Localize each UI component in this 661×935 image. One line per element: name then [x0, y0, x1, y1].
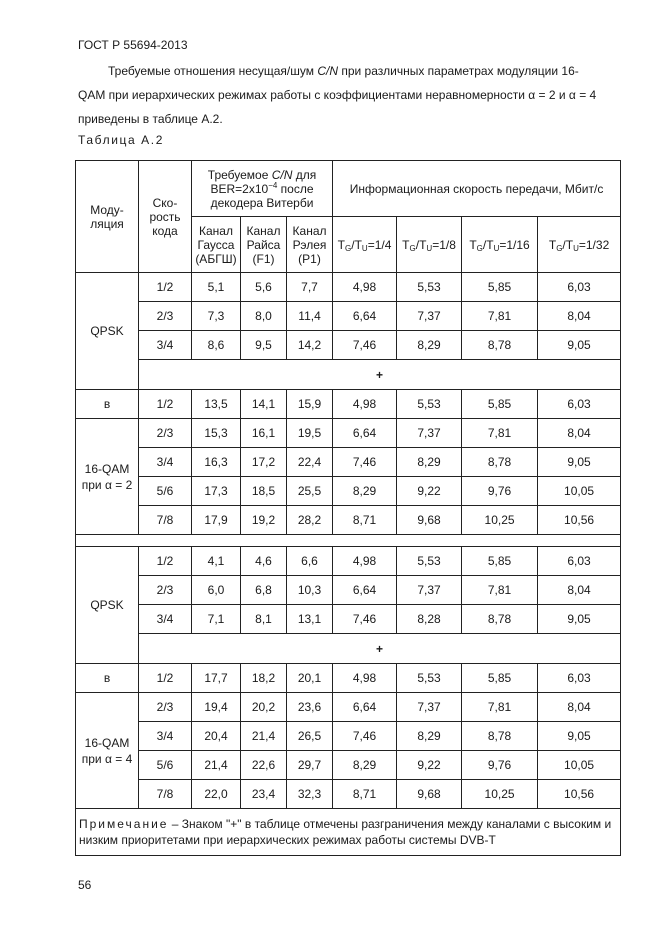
value-cell: 9,22 [397, 477, 462, 506]
header-ratio-1-32: $T_G/T_U=1/32$ [538, 217, 621, 273]
value-cell: 16,3 [192, 448, 241, 477]
header-ratio-1-8: $T_G/T_U=1/8$ [397, 217, 462, 273]
header-ratio-1-4: $T_G/T_U=1/4$ [333, 217, 397, 273]
value-cell: 10,56 [538, 506, 621, 535]
value-cell: 20,4 [192, 722, 241, 751]
table-row [76, 302, 621, 331]
value-cell: 4,98 [333, 547, 397, 576]
header-info-rate: Информационная скорость передачи, Мбит/с [333, 161, 621, 217]
code-rate-cell: 5/6 [139, 751, 192, 780]
value-cell: 7,37 [397, 419, 462, 448]
header-channel-rice: Канал Райса (F1) [241, 217, 287, 273]
value-cell: 18,2 [241, 664, 287, 693]
value-cell: 21,4 [192, 751, 241, 780]
value-cell: 5,53 [397, 390, 462, 419]
value-cell: 8,28 [397, 605, 462, 634]
value-cell: 5,53 [397, 273, 462, 302]
value-cell: 8,29 [333, 477, 397, 506]
plus-marker: + [139, 360, 621, 390]
value-cell: 6,0 [192, 576, 241, 605]
value-cell: 9,05 [538, 605, 621, 634]
plus-marker: + [139, 634, 621, 664]
value-cell: 8,29 [397, 722, 462, 751]
value-cell: 8,1 [241, 605, 287, 634]
value-cell: 9,22 [397, 751, 462, 780]
table-row [76, 273, 621, 302]
value-cell: 16,1 [241, 419, 287, 448]
value-cell: 23,6 [287, 693, 333, 722]
code-rate-cell: 3/4 [139, 605, 192, 634]
value-cell: 19,2 [241, 506, 287, 535]
code-rate-cell: 3/4 [139, 448, 192, 477]
value-cell: 9,05 [538, 331, 621, 360]
value-cell: 6,64 [333, 693, 397, 722]
value-cell: 6,03 [538, 664, 621, 693]
value-cell: 32,3 [287, 780, 333, 809]
value-cell: 8,71 [333, 506, 397, 535]
value-cell: 11,4 [287, 302, 333, 331]
table-row [76, 576, 621, 605]
value-cell: 9,5 [241, 331, 287, 360]
value-cell: 8,78 [462, 605, 538, 634]
value-cell: 9,05 [538, 722, 621, 751]
value-cell: 10,25 [462, 780, 538, 809]
code-rate-cell: 1/2 [139, 390, 192, 419]
value-cell: 17,7 [192, 664, 241, 693]
value-cell: 26,5 [287, 722, 333, 751]
block-separator [76, 535, 621, 547]
value-cell: 10,05 [538, 477, 621, 506]
code-rate-cell: 3/4 [139, 722, 192, 751]
value-cell: 7,46 [333, 331, 397, 360]
value-cell: 5,85 [462, 664, 538, 693]
value-cell: 19,5 [287, 419, 333, 448]
value-cell: 9,05 [538, 448, 621, 477]
code-rate-cell: 2/3 [139, 419, 192, 448]
value-cell: 8,78 [462, 448, 538, 477]
header-code-rate: Ско-рость кода [139, 161, 192, 273]
header-ratio-1-16: $T_G/T_U=1/16$ [462, 217, 538, 273]
value-cell: 5,1 [192, 273, 241, 302]
code-rate-cell: 3/4 [139, 331, 192, 360]
table-row [76, 751, 621, 780]
value-cell: 21,4 [241, 722, 287, 751]
value-cell: 7,46 [333, 605, 397, 634]
value-cell: 6,8 [241, 576, 287, 605]
table-note-row [76, 809, 621, 856]
value-cell: 4,98 [333, 664, 397, 693]
priority-separator-row [76, 360, 621, 390]
value-cell: 19,4 [192, 693, 241, 722]
table-row [76, 547, 621, 576]
value-cell: 7,37 [397, 693, 462, 722]
value-cell: 6,64 [333, 419, 397, 448]
table-row [76, 722, 621, 751]
value-cell: 15,9 [287, 390, 333, 419]
value-cell: 8,29 [333, 751, 397, 780]
value-cell: 10,3 [287, 576, 333, 605]
value-cell: 6,03 [538, 390, 621, 419]
value-cell: 8,78 [462, 331, 538, 360]
value-cell: 7,46 [333, 448, 397, 477]
value-cell: 7,81 [462, 302, 538, 331]
code-rate-cell: 2/3 [139, 302, 192, 331]
value-cell: 8,6 [192, 331, 241, 360]
value-cell: 15,3 [192, 419, 241, 448]
code-rate-cell: 7/8 [139, 506, 192, 535]
value-cell: 7,37 [397, 302, 462, 331]
value-cell: 7,46 [333, 722, 397, 751]
value-cell: 29,7 [287, 751, 333, 780]
value-cell: 8,29 [397, 448, 462, 477]
note-label: Примечание [79, 817, 169, 831]
value-cell: 7,3 [192, 302, 241, 331]
value-cell: 6,03 [538, 273, 621, 302]
table-caption: Таблица А.2 [78, 133, 164, 147]
cn-requirements-table [75, 160, 621, 856]
page-number: 56 [78, 878, 92, 892]
value-cell: 5,53 [397, 664, 462, 693]
value-cell: 25,5 [287, 477, 333, 506]
value-cell: 7,7 [287, 273, 333, 302]
value-cell: 23,4 [241, 780, 287, 809]
value-cell: 6,64 [333, 576, 397, 605]
value-cell: 8,04 [538, 693, 621, 722]
value-cell: 8,78 [462, 722, 538, 751]
value-cell: 7,37 [397, 576, 462, 605]
intro-paragraph: Требуемые отношения несущая/шум C/N при различных параметрах модуляции 16-QAM при иерархических режимах работы с коэффициентами неравномерности α = 2 и α = 4 приведены в таблице А.2. [78, 64, 597, 126]
value-cell: 14,1 [241, 390, 287, 419]
table-row [76, 605, 621, 634]
value-cell: 18,5 [241, 477, 287, 506]
value-cell: 5,85 [462, 390, 538, 419]
value-cell: 4,1 [192, 547, 241, 576]
value-cell: 5,6 [241, 273, 287, 302]
document-header: ГОСТ Р 55694-2013 [78, 38, 188, 52]
value-cell: 8,04 [538, 302, 621, 331]
value-cell: 4,98 [333, 273, 397, 302]
code-rate-cell: 1/2 [139, 664, 192, 693]
code-rate-cell: 1/2 [139, 273, 192, 302]
code-rate-cell: 2/3 [139, 693, 192, 722]
modulation-connector-cell: в [76, 664, 139, 693]
value-cell: 20,2 [241, 693, 287, 722]
value-cell: 5,85 [462, 547, 538, 576]
value-cell: 6,03 [538, 547, 621, 576]
modulation-qpsk-cell: QPSK [76, 547, 139, 664]
value-cell: 20,1 [287, 664, 333, 693]
value-cell: 13,5 [192, 390, 241, 419]
value-cell: 5,53 [397, 547, 462, 576]
value-cell: 10,56 [538, 780, 621, 809]
table-row [76, 477, 621, 506]
code-rate-cell: 7/8 [139, 780, 192, 809]
code-rate-cell: 2/3 [139, 576, 192, 605]
table-row [76, 780, 621, 809]
header-required-cn: Требуемое C/N для $BER=2x10^{-4}$ после декодера Витерби [192, 161, 333, 217]
modulation-16qam-cell: 16-QAM при α = 2 [76, 419, 139, 535]
table-row [76, 419, 621, 448]
value-cell: 17,3 [192, 477, 241, 506]
value-cell: 7,81 [462, 693, 538, 722]
value-cell: 10,05 [538, 751, 621, 780]
value-cell: 8,0 [241, 302, 287, 331]
value-cell: 8,04 [538, 419, 621, 448]
value-cell: 13,1 [287, 605, 333, 634]
value-cell: 17,2 [241, 448, 287, 477]
modulation-16qam-cell: 16-QAM при α = 4 [76, 693, 139, 809]
value-cell: 28,2 [287, 506, 333, 535]
value-cell: 7,81 [462, 419, 538, 448]
header-channel-gauss: Канал Гаусса (АБГШ) [192, 217, 241, 273]
table-row [76, 693, 621, 722]
value-cell: 8,71 [333, 780, 397, 809]
value-cell: 9,76 [462, 477, 538, 506]
code-rate-cell: 5/6 [139, 477, 192, 506]
value-cell: 22,0 [192, 780, 241, 809]
value-cell: 5,85 [462, 273, 538, 302]
value-cell: 9,76 [462, 751, 538, 780]
value-cell: 6,64 [333, 302, 397, 331]
value-cell: 7,81 [462, 576, 538, 605]
value-cell: 4,98 [333, 390, 397, 419]
value-cell: 8,29 [397, 331, 462, 360]
cn-italic: C/N [317, 64, 338, 78]
table-row [76, 390, 621, 419]
note-text: – Знаком "+" в таблице отмечены разграничения между каналами с высоким и низким приоритетами при иерархических режимах работы системы DVB-T [79, 817, 612, 847]
value-cell: 10,25 [462, 506, 538, 535]
code-rate-cell: 1/2 [139, 547, 192, 576]
modulation-connector-cell: в [76, 390, 139, 419]
table-row [76, 331, 621, 360]
value-cell: 8,04 [538, 576, 621, 605]
table-row [76, 506, 621, 535]
table-row [76, 448, 621, 477]
value-cell: 7,1 [192, 605, 241, 634]
header-channel-rayleigh: Канал Рэлея (P1) [287, 217, 333, 273]
modulation-qpsk-cell: QPSK [76, 273, 139, 390]
value-cell: 4,6 [241, 547, 287, 576]
table-note [76, 809, 621, 856]
header-modulation: Моду-ляция [76, 161, 139, 273]
value-cell: 9,68 [397, 780, 462, 809]
priority-separator-row [76, 634, 621, 664]
value-cell: 9,68 [397, 506, 462, 535]
value-cell: 22,4 [287, 448, 333, 477]
value-cell: 14,2 [287, 331, 333, 360]
value-cell: 17,9 [192, 506, 241, 535]
value-cell: 22,6 [241, 751, 287, 780]
table-row [76, 664, 621, 693]
value-cell: 6,6 [287, 547, 333, 576]
